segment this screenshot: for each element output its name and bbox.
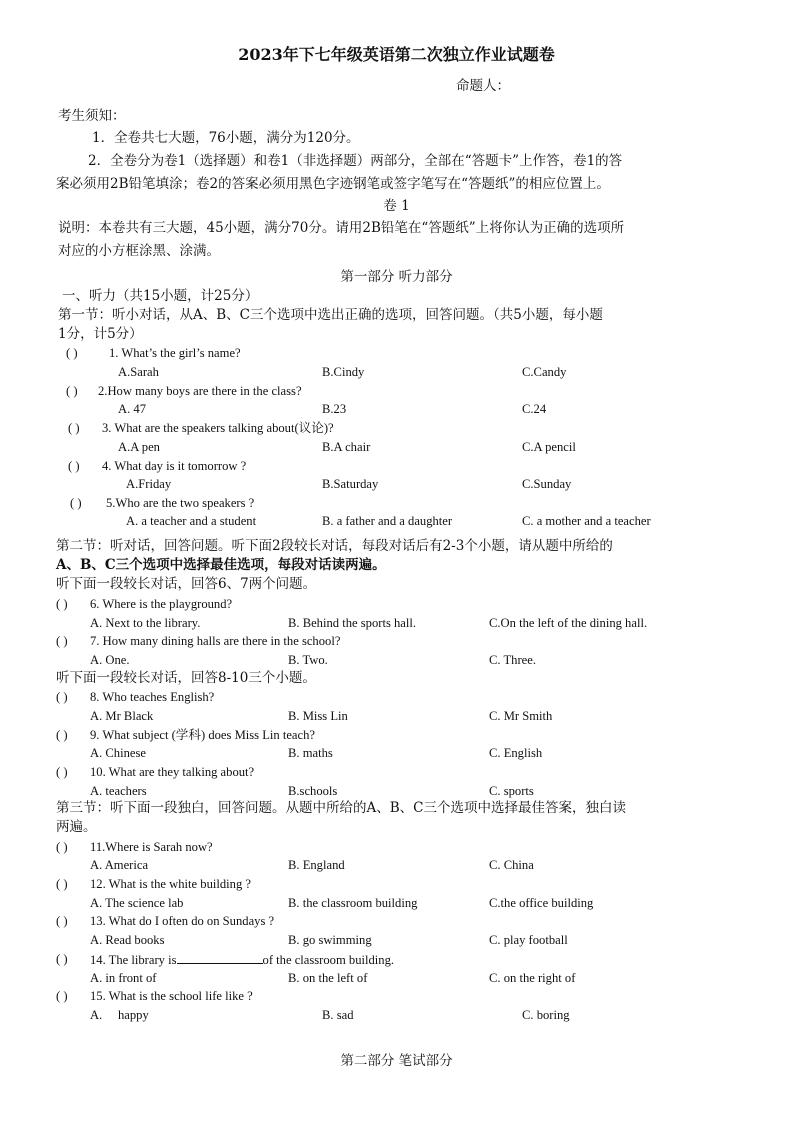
question-7-paren: ( ) bbox=[56, 634, 68, 648]
question-8-paren: ( ) bbox=[56, 690, 68, 704]
question-15-paren: ( ) bbox=[56, 989, 68, 1003]
question-7-text: 7. How many dining halls are there in the school? bbox=[90, 634, 341, 648]
question-1-option-b: B.Cindy bbox=[322, 365, 365, 379]
section2-instruction-line2: A、B、C三个选项中选择最佳选项，每段对话读两遍。 bbox=[56, 557, 386, 573]
question-14-option-a: A. in front of bbox=[90, 971, 157, 985]
notice-item-2-line2: 案必须用2B铅笔填涂；卷2的答案必须用黑色字迹钢笔或签字笔写在“答题纸”的相应位置上。 bbox=[56, 176, 610, 192]
question-8-option-b: B. Miss Lin bbox=[288, 709, 348, 723]
question-10-paren: ( ) bbox=[56, 765, 68, 779]
question-3-paren: ( ) bbox=[68, 421, 80, 435]
question-1-text: 1. What’s the girl’s name? bbox=[109, 346, 241, 360]
question-14-option-b: B. on the left of bbox=[288, 971, 368, 985]
question-5-text: 5.Who are the two speakers ? bbox=[106, 496, 255, 510]
question-6-option-c: C.On the left of the dining hall. bbox=[489, 616, 648, 630]
volume-desc-line2: 对应的小方框涂黑、涂满。 bbox=[58, 243, 220, 259]
question-1-option-a: A.Sarah bbox=[118, 365, 159, 379]
question-5-option-b: B. a father and a daughter bbox=[322, 514, 453, 528]
section3-instruction-line2: 两遍。 bbox=[56, 819, 97, 835]
question-9-paren: ( ) bbox=[56, 728, 68, 742]
volume-title: 卷 1 bbox=[383, 198, 410, 214]
question-15-text: 15. What is the school life like ? bbox=[90, 989, 253, 1003]
question-15-option-a: A. happy bbox=[90, 1008, 149, 1022]
question-13-option-a: A. Read books bbox=[90, 933, 165, 947]
question-11-text: 11.Where is Sarah now? bbox=[90, 840, 213, 854]
question-3-option-a: A.A pen bbox=[118, 440, 160, 454]
question-6-paren: ( ) bbox=[56, 597, 68, 611]
question-11-option-b: B. England bbox=[288, 858, 345, 872]
notice-label: 考生须知： bbox=[58, 108, 126, 124]
question-13-text: 13. What do I often do on Sundays ? bbox=[90, 914, 275, 928]
question-12-text: 12. What is the white building ? bbox=[90, 877, 252, 891]
question-2-option-a: A. 47 bbox=[118, 402, 146, 416]
question-4-option-b: B.Saturday bbox=[322, 477, 379, 491]
setter-label: 命题人： bbox=[456, 78, 510, 94]
question-12-option-b: B. the classroom building bbox=[288, 896, 418, 910]
question-9-option-b: B. maths bbox=[288, 746, 333, 760]
question-7-option-c: C. Three. bbox=[489, 653, 536, 667]
question-8-option-c: C. Mr Smith bbox=[489, 709, 553, 723]
question-12-option-a: A. The science lab bbox=[90, 896, 184, 910]
question-10-option-c: C. sports bbox=[489, 784, 534, 798]
question-11-paren: ( ) bbox=[56, 840, 68, 854]
question-13-option-c: C. play football bbox=[489, 933, 568, 947]
question-1-option-c: C.Candy bbox=[522, 365, 567, 379]
question-11-option-c: C. China bbox=[489, 858, 534, 872]
dialogue2-instruction: 听下面一段较长对话，回答8-10三个小题。 bbox=[56, 670, 316, 686]
section3-instruction-line1: 第三节：听下面一段独白，回答问题。从题中所给的A、B、C三个选项中选择最佳答案，独白读 bbox=[56, 800, 626, 816]
question-14-text: 14. The library is bbox=[90, 953, 177, 967]
question-9-option-c: C. English bbox=[489, 746, 543, 760]
question-5-paren: ( ) bbox=[70, 496, 82, 510]
question-15-option-b: B. sad bbox=[322, 1008, 354, 1022]
question-14-text-after: of the classroom building. bbox=[262, 953, 395, 967]
question-13-paren: ( ) bbox=[56, 914, 68, 928]
question-7-option-b: B. Two. bbox=[288, 653, 328, 667]
section2-instruction-line1: 第二节：听对话，回答问题。听下面2段较长对话，每段对话后有2-3个小题，请从题中所给的 bbox=[56, 538, 613, 554]
notice-item-1: 1．全卷共七大题，76小题，满分为120分。 bbox=[92, 130, 360, 146]
answer-blank bbox=[177, 953, 263, 964]
dialogue1-instruction: 听下面一段较长对话，回答6、7两个问题。 bbox=[56, 576, 317, 592]
volume-desc-line1: 说明：本卷共有三大题，45小题，满分70分。请用2B铅笔在“答题纸”上将你认为正确的选项所 bbox=[58, 220, 625, 236]
question-8-option-a: A. Mr Black bbox=[90, 709, 154, 723]
question-8-text: 8. Who teaches English? bbox=[90, 690, 215, 704]
question-14-option-c: C. on the right of bbox=[489, 971, 576, 985]
question-10-option-b: B.schools bbox=[288, 784, 338, 798]
question-2-option-b: B.23 bbox=[322, 402, 347, 416]
question-3-option-c: C.A pencil bbox=[522, 440, 576, 454]
question-4-paren: ( ) bbox=[68, 459, 80, 473]
section1-instruction-line1: 第一节：听小对话，从A、B、C三个选项中选出正确的选项，回答问题。（共5小题，每小题 bbox=[58, 307, 603, 323]
question-10-option-a: A. teachers bbox=[90, 784, 147, 798]
question-7-option-a: A. One. bbox=[90, 653, 130, 667]
question-4-option-c: C.Sunday bbox=[522, 477, 572, 491]
question-13-option-b: B. go swimming bbox=[288, 933, 372, 947]
question-5-option-a: A. a teacher and a student bbox=[126, 514, 257, 528]
question-1-paren: ( ) bbox=[66, 346, 78, 360]
question-2-paren: ( ) bbox=[66, 384, 78, 398]
question-4-option-a: A.Friday bbox=[126, 477, 172, 491]
question-10-text: 10. What are they talking about? bbox=[90, 765, 255, 779]
question-5-option-c: C. a mother and a teacher bbox=[522, 514, 651, 528]
question-3-text: 3. What are the speakers talking about(议论)? bbox=[102, 421, 334, 435]
question-15-option-c: C. boring bbox=[522, 1008, 570, 1022]
question-12-paren: ( ) bbox=[56, 877, 68, 891]
listening-section-heading: 一、听力（共15小题，计25分） bbox=[62, 288, 259, 304]
section1-instruction-line2: 1分，计5分） bbox=[58, 326, 143, 342]
question-14-paren: ( ) bbox=[56, 952, 68, 966]
question-9-option-a: A. Chinese bbox=[90, 746, 146, 760]
question-6-option-b: B. Behind the sports hall. bbox=[288, 616, 417, 630]
question-6-text: 6. Where is the playground? bbox=[90, 597, 233, 611]
part2-title: 第二部分 笔试部分 bbox=[340, 1053, 453, 1069]
page-title: 2023年下七年级英语第二次独立作业试题卷 bbox=[238, 45, 555, 64]
question-3-option-b: B.A chair bbox=[322, 440, 371, 454]
question-11-option-a: A. America bbox=[90, 858, 149, 872]
notice-item-2-line1: 2．全卷分为卷1（选择题）和卷1（非选择题）两部分，全部在“答题卡”上作答，卷1的答 bbox=[88, 153, 623, 169]
question-4-text: 4. What day is it tomorrow ? bbox=[102, 459, 247, 473]
question-2-text: 2.How many boys are there in the class? bbox=[98, 384, 302, 398]
question-2-option-c: C.24 bbox=[522, 402, 547, 416]
part1-title: 第一部分 听力部分 bbox=[340, 269, 453, 285]
question-12-option-c: C.the office building bbox=[489, 896, 594, 910]
question-9-text: 9. What subject (学科) does Miss Lin teach? bbox=[90, 728, 316, 742]
question-14-line bbox=[90, 953, 394, 967]
question-6-option-a: A. Next to the library. bbox=[90, 616, 201, 630]
